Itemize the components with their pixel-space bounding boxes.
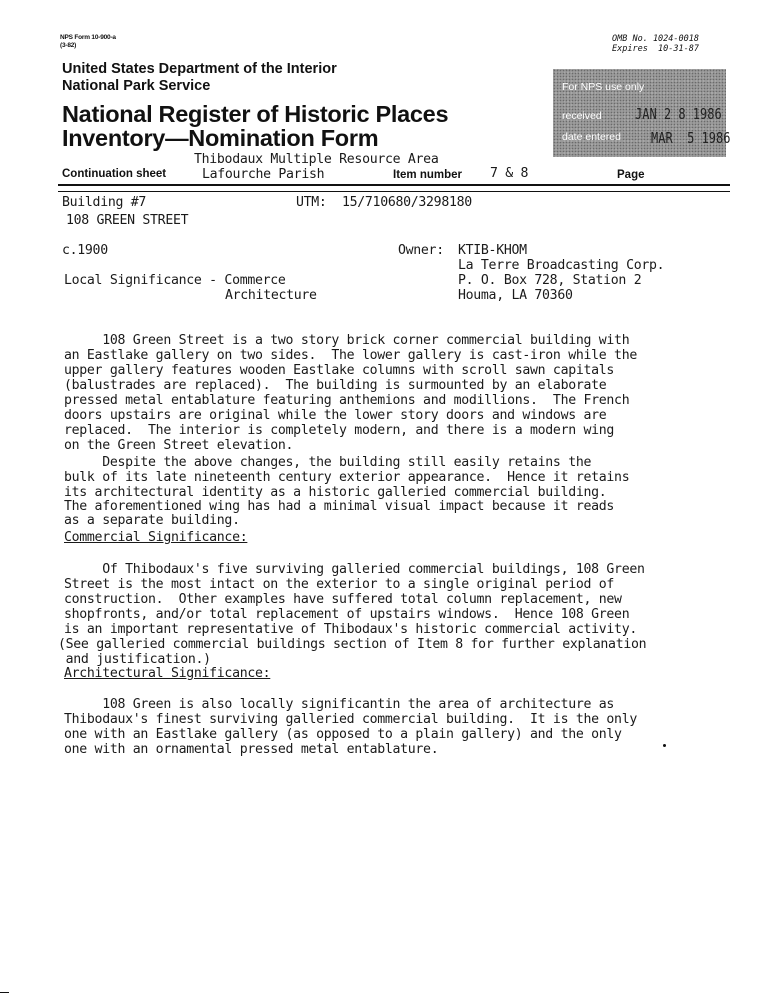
scan-speck	[663, 744, 666, 747]
stamp-received-date: JAN 2 8 1986	[635, 105, 722, 123]
resource-area: Thibodaux Multiple Resource Area	[194, 152, 439, 167]
building-number: Building #7	[62, 195, 147, 210]
header-rule-thin	[58, 191, 730, 192]
text-line: 108 Green is also locally significantin the area of architecture as	[64, 697, 615, 712]
text-line: upper gallery features wooden Eastlake columns with scroll sawn capitals	[64, 363, 615, 378]
text-line: one with an Eastlake gallery (as opposed to a plain gallery) and the only	[64, 727, 622, 742]
utm-label: UTM:	[296, 195, 327, 210]
significance-architecture: Architecture	[225, 288, 317, 303]
item-number-label: Item number	[393, 169, 463, 181]
text-line: 108 Green Street is a two story brick corner commercial building with	[64, 333, 630, 348]
text-line: on the Green Street elevation.	[64, 438, 294, 453]
text-line: one with an ornamental pressed metal entablature.	[64, 742, 439, 757]
form-number: NPS Form 10-900-a	[60, 34, 116, 41]
text-line: doors upstairs are original while the lower story doors and windows are	[64, 408, 607, 423]
architectural-significance-heading: Architectural Significance:	[64, 666, 271, 681]
continuation-sheet-label: Continuation sheet	[62, 168, 167, 180]
text-line: bulk of its late nineteenth century exterior appearance. Hence it retains	[64, 470, 630, 485]
page-label: Page	[617, 169, 645, 181]
text-line: Despite the above changes, the building still easily retains the	[64, 455, 592, 470]
service-name: National Park Service	[62, 78, 211, 94]
scan-edge-mark	[0, 992, 9, 993]
text-line: as a separate building.	[64, 513, 240, 528]
department-name: United States Department of the Interior	[62, 61, 337, 77]
header-rule-thick	[58, 184, 730, 186]
text-line: is an important representative of Thibodaux's historic commercial activity.	[64, 622, 637, 637]
text-line: The aforementioned wing has had a minimal visual impact because it reads	[64, 499, 615, 514]
text-line: and justification.)	[58, 652, 211, 667]
form-revision: (3-82)	[60, 42, 77, 49]
nps-use-only-stamp	[553, 69, 731, 157]
omb-expires: Expires 10-31-87	[612, 44, 699, 54]
form-title-line1: National Register of Historic Places	[62, 101, 449, 127]
text-line: Of Thibodaux's five surviving galleried commercial buildings, 108 Green	[64, 562, 645, 577]
text-line: Street is the most intact on the exterior to a single original period of	[64, 577, 615, 592]
text-line: construction. Other examples have suffered total column replacement, new	[64, 592, 622, 607]
significance-label: Local Significance - Commerce	[64, 273, 286, 288]
text-line: its architectural identity as a historic galleried commercial building.	[64, 485, 607, 500]
parish-name: Lafourche Parish	[202, 167, 325, 182]
stamp-entered-date: MAR 5 1986	[651, 129, 731, 147]
stamp-received-label: received	[562, 110, 602, 122]
stamp-entered-label: date entered	[562, 131, 621, 143]
text-line: (See galleried commercial buildings section of Item 8 for further explanation	[58, 637, 647, 652]
form-title-line2: Inventory—Nomination Form	[62, 125, 379, 151]
text-line: (balustrades are replaced). The building is surmounted by an elaborate	[64, 378, 607, 393]
text-line: replaced. The interior is completely modern, and there is a modern wing	[64, 423, 615, 438]
item-number-value: 7 & 8	[490, 166, 529, 181]
text-line: Thibodaux's finest surviving galleried commercial building. It is the only	[64, 712, 637, 727]
omb-number: OMB No. 1024-0018	[612, 34, 699, 44]
owner-line: P. O. Box 728, Station 2	[458, 273, 642, 288]
text-line: an Eastlake gallery on two sides. The lower gallery is cast-iron while the	[64, 348, 637, 363]
text-line: shopfronts, and/or total replacement of upstairs windows. Hence 108 Green	[64, 607, 630, 622]
text-line: pressed metal entablature featuring anthemions and modillions. The French	[64, 393, 630, 408]
owner-line: KTIB-KHOM	[458, 243, 527, 258]
building-address: 108 GREEN STREET	[66, 213, 189, 228]
stamp-use-only: For NPS use only	[562, 81, 645, 93]
commercial-significance-heading: Commercial Significance:	[64, 530, 248, 545]
construction-date: c.1900	[62, 243, 108, 258]
owner-line: La Terre Broadcasting Corp.	[458, 258, 665, 273]
owner-line: Houma, LA 70360	[458, 288, 573, 303]
utm-value: 15/710680/3298180	[342, 195, 472, 210]
owner-label: Owner:	[398, 243, 444, 258]
